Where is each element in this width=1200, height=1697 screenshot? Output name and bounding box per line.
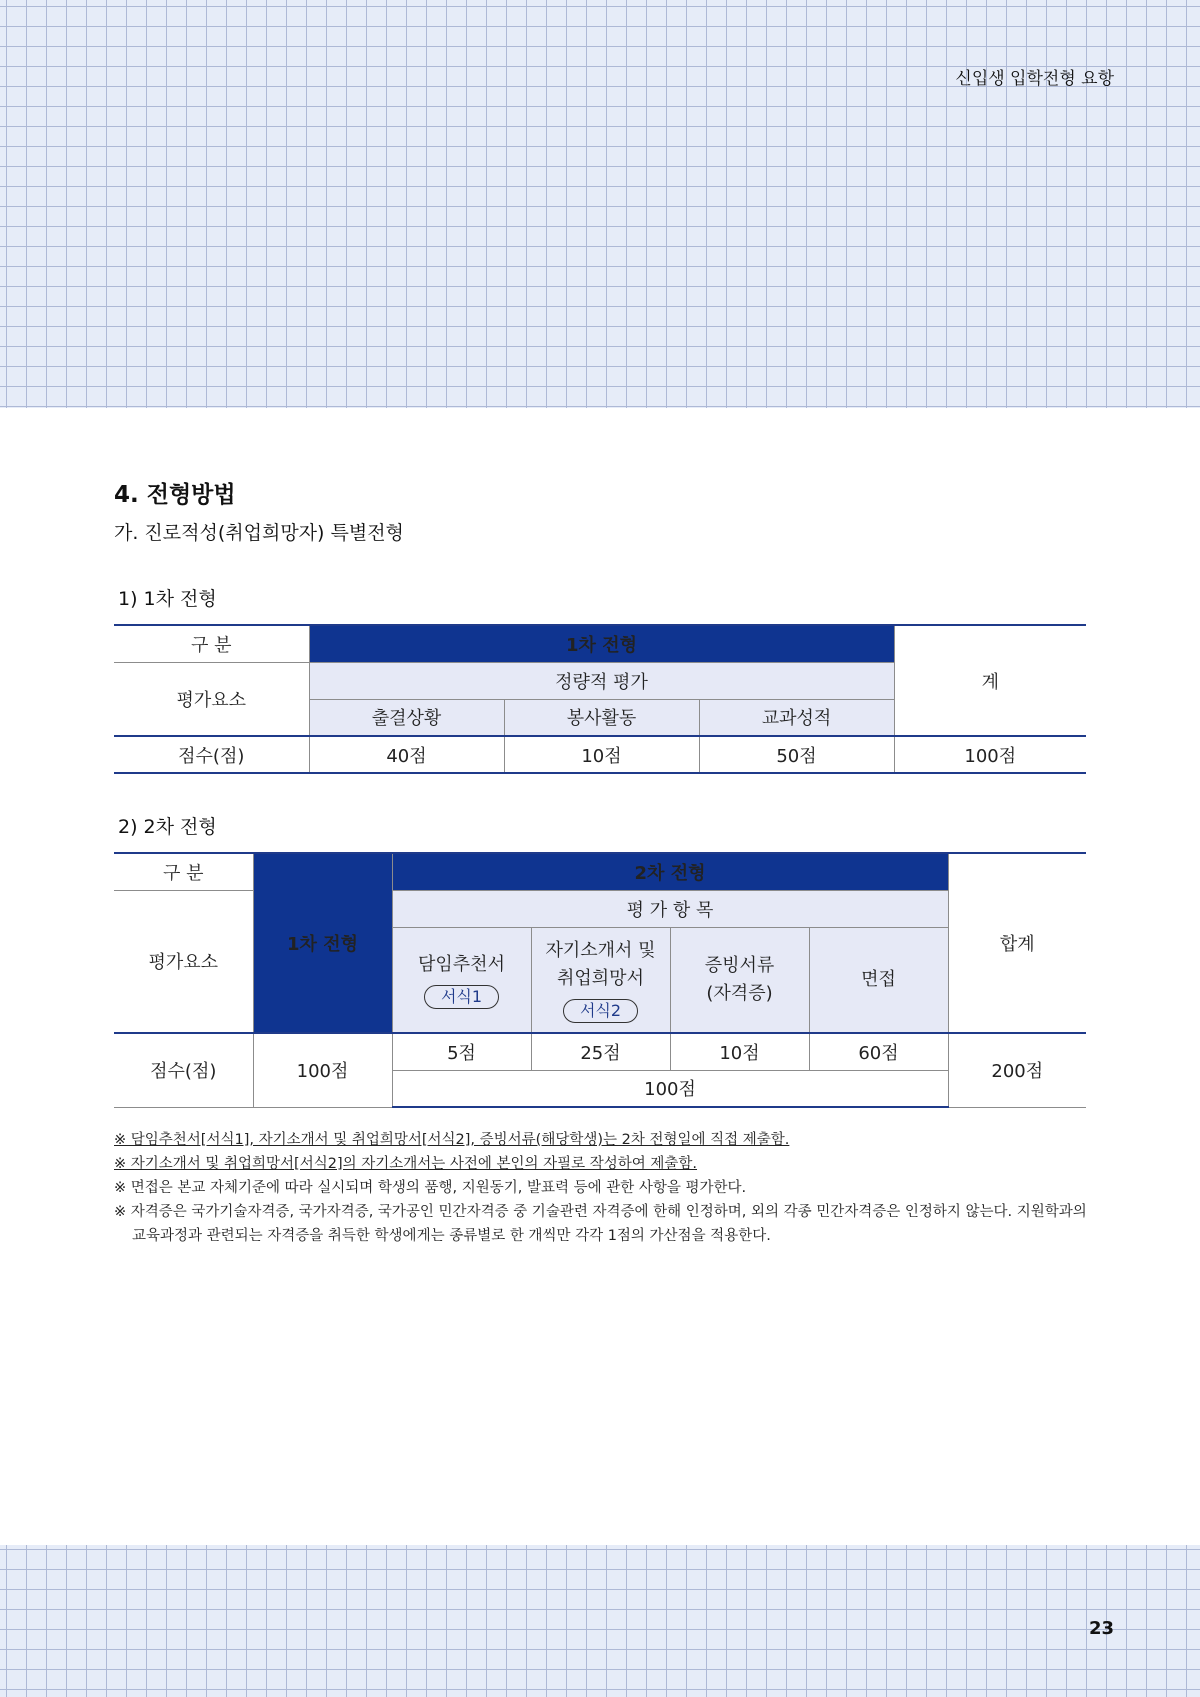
division-label: 구 분 [114,853,253,890]
running-header: 신입생 입학전형 요항 [955,69,1114,89]
item-grades: 교과성적 [699,699,894,736]
item-label-line2: (자격증) [706,982,773,1004]
subsection-title: 가. 진로적성(취업희망자) 특별전형 [114,522,404,544]
item-self-introduction [531,927,670,1033]
form-tag-2: 서식2 [563,999,638,1023]
table2-caption: 2) 2차 전형 [118,816,217,838]
form-tag-1: 서식1 [424,985,499,1009]
total-header: 계 [894,625,1086,736]
score-grades: 50점 [699,736,894,773]
sum-header: 합계 [948,853,1086,1033]
item-label-line2: 취업희망서 [557,967,644,989]
table1-caption: 1) 1차 전형 [118,588,217,610]
quantitative-header: 정량적 평가 [309,662,894,699]
score-attendance: 40점 [309,736,504,773]
grid-background-bottom [0,1545,1200,1697]
second-stage-header: 2차 전형 [392,853,948,890]
notes [114,1128,1094,1248]
grand-total-score: 200점 [948,1033,1086,1107]
grid-background-top [0,0,1200,408]
item-interview [809,927,948,1033]
score-total: 100점 [894,736,1086,773]
section-title: 4. 전형방법 [114,482,236,508]
page-number: 23 [1088,1618,1114,1639]
note-certificates: ※ 자격증은 국가기술자격증, 국가자격증, 국가공인 민간자격증 중 기술관련 자격증에 한해 인정하며, 외의 각종 민간자격증은 인정하지 않는다. 지원학과의 교육과정과 관련되는 자격증을 취득한 학생에게는 종류별로 한 개씩만 각각 1점의 가산점을 적용한다. [114,1204,1087,1244]
score-volunteer: 10점 [504,736,699,773]
note-submission: ※ 담임추천서[서식1], 자기소개서 및 취업희망서[서식2], 증빙서류(해당학생)는 2차 전형일에 직접 제출함. [114,1132,790,1148]
first-stage-column-header: 1차 전형 [253,853,392,1033]
item-label: 면접 [861,968,896,990]
item-attendance: 출결상황 [309,699,504,736]
item-volunteer: 봉사활동 [504,699,699,736]
division-label: 구 분 [114,625,309,662]
item-label: 담임추천서 [418,953,505,975]
note-handwritten: ※ 자기소개서 및 취업희망서[서식2]의 자기소개서는 사전에 본인의 자필로 작성하여 제출함. [114,1156,698,1172]
item-label: 증빙서류 [704,954,775,976]
first-stage-header: 1차 전형 [309,625,894,662]
note-interview: ※ 면접은 본교 자체기준에 따라 실시되며 학생의 품행, 지원동기, 발표력 등에 관한 사항을 평가한다. [114,1180,747,1196]
first-stage-score: 100점 [253,1033,392,1107]
second-stage-table [114,852,1086,1108]
score-recommendation-letter: 5점 [392,1033,531,1070]
eval-items-header: 평 가 항 목 [392,890,948,927]
element-label: 평가요소 [114,890,253,1033]
second-stage-subtotal: 100점 [392,1070,948,1107]
score-self-introduction: 25점 [531,1033,670,1070]
item-label: 자기소개서 및 [545,939,656,961]
score-label: 점수(점) [114,1033,253,1107]
first-stage-table [114,624,1086,774]
item-recommendation-letter [392,927,531,1033]
item-certificates [670,927,809,1033]
element-label: 평가요소 [114,662,309,736]
score-label: 점수(점) [114,736,309,773]
score-interview: 60점 [809,1033,948,1070]
score-certificates: 10점 [670,1033,809,1070]
